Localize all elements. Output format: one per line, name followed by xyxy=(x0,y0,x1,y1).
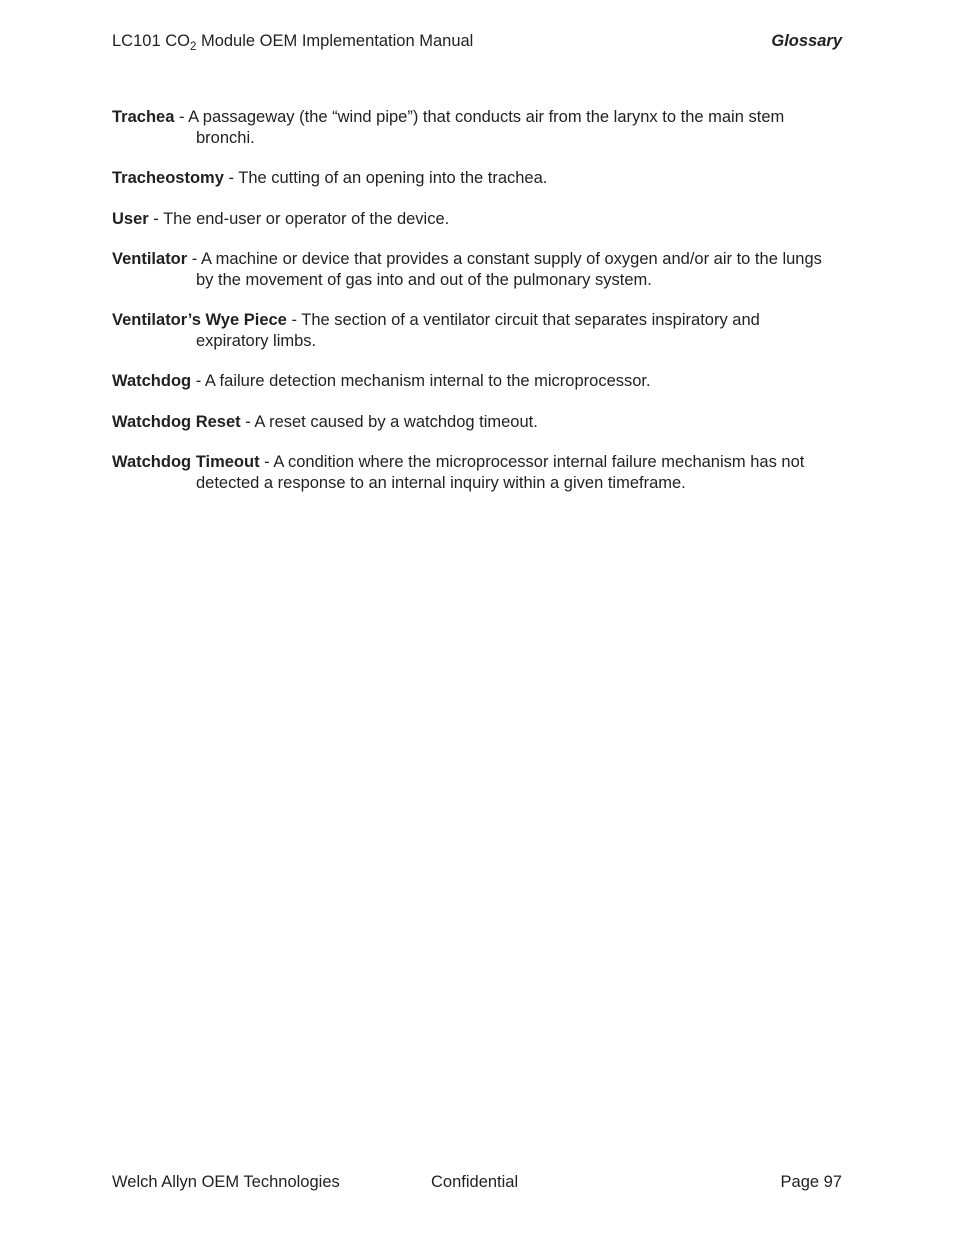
glossary-term: Trachea xyxy=(112,108,175,126)
glossary-definition: - A failure detection mechanism internal to the microprocessor. xyxy=(191,372,651,390)
glossary-entry xyxy=(112,209,836,230)
glossary-entry xyxy=(112,249,836,290)
glossary-term: User xyxy=(112,209,149,228)
glossary-entry xyxy=(112,107,836,148)
page-header xyxy=(112,32,842,54)
page-number: Page 97 xyxy=(780,1173,842,1191)
manual-title xyxy=(112,32,473,51)
page-footer xyxy=(112,1173,842,1195)
glossary-term: Watchdog xyxy=(112,372,192,390)
glossary-term: Ventilator’s Wye Piece xyxy=(112,311,287,329)
glossary-entry xyxy=(112,452,836,493)
manual-title-prefix: LC101 CO xyxy=(112,32,190,50)
manual-title-suffix: Module OEM Implementation Manual xyxy=(196,32,474,50)
company-name: Welch Allyn OEM Technologies xyxy=(112,1173,340,1191)
glossary-definition: - A passageway (the “wind pipe”) that conducts air from the larynx to the main stem bronchi. xyxy=(174,108,785,147)
glossary-term: Watchdog Timeout xyxy=(112,453,260,471)
glossary-definition: - A machine or device that provides a constant supply of oxygen and/or air to the lungs by the movement of gas into and out of the pulmonary system. xyxy=(187,250,822,289)
manual-title-subscript: 2 xyxy=(189,41,197,53)
section-title: Glossary xyxy=(771,32,842,50)
glossary-definition: - The end-user or operator of the device. xyxy=(148,209,450,228)
glossary-entry xyxy=(112,310,836,351)
glossary-entry xyxy=(112,168,836,189)
glossary-term: Tracheostomy xyxy=(112,169,224,187)
glossary-term: Watchdog Reset xyxy=(112,412,241,431)
glossary-entry xyxy=(112,371,836,392)
glossary-definition: - The cutting of an opening into the trachea. xyxy=(223,169,548,187)
glossary-term: Ventilator xyxy=(112,250,188,268)
glossary-definition: - The section of a ventilator circuit that separates inspiratory and expiratory limbs. xyxy=(196,311,760,350)
glossary-definition: - A condition where the microprocessor internal failure mechanism has not detected a response to an internal inquiry within a given timeframe. xyxy=(196,453,805,492)
confidential-label: Confidential xyxy=(431,1173,519,1191)
glossary-definition: - A reset caused by a watchdog timeout. xyxy=(240,412,538,431)
glossary-entry xyxy=(112,412,836,433)
glossary-list xyxy=(112,107,836,513)
